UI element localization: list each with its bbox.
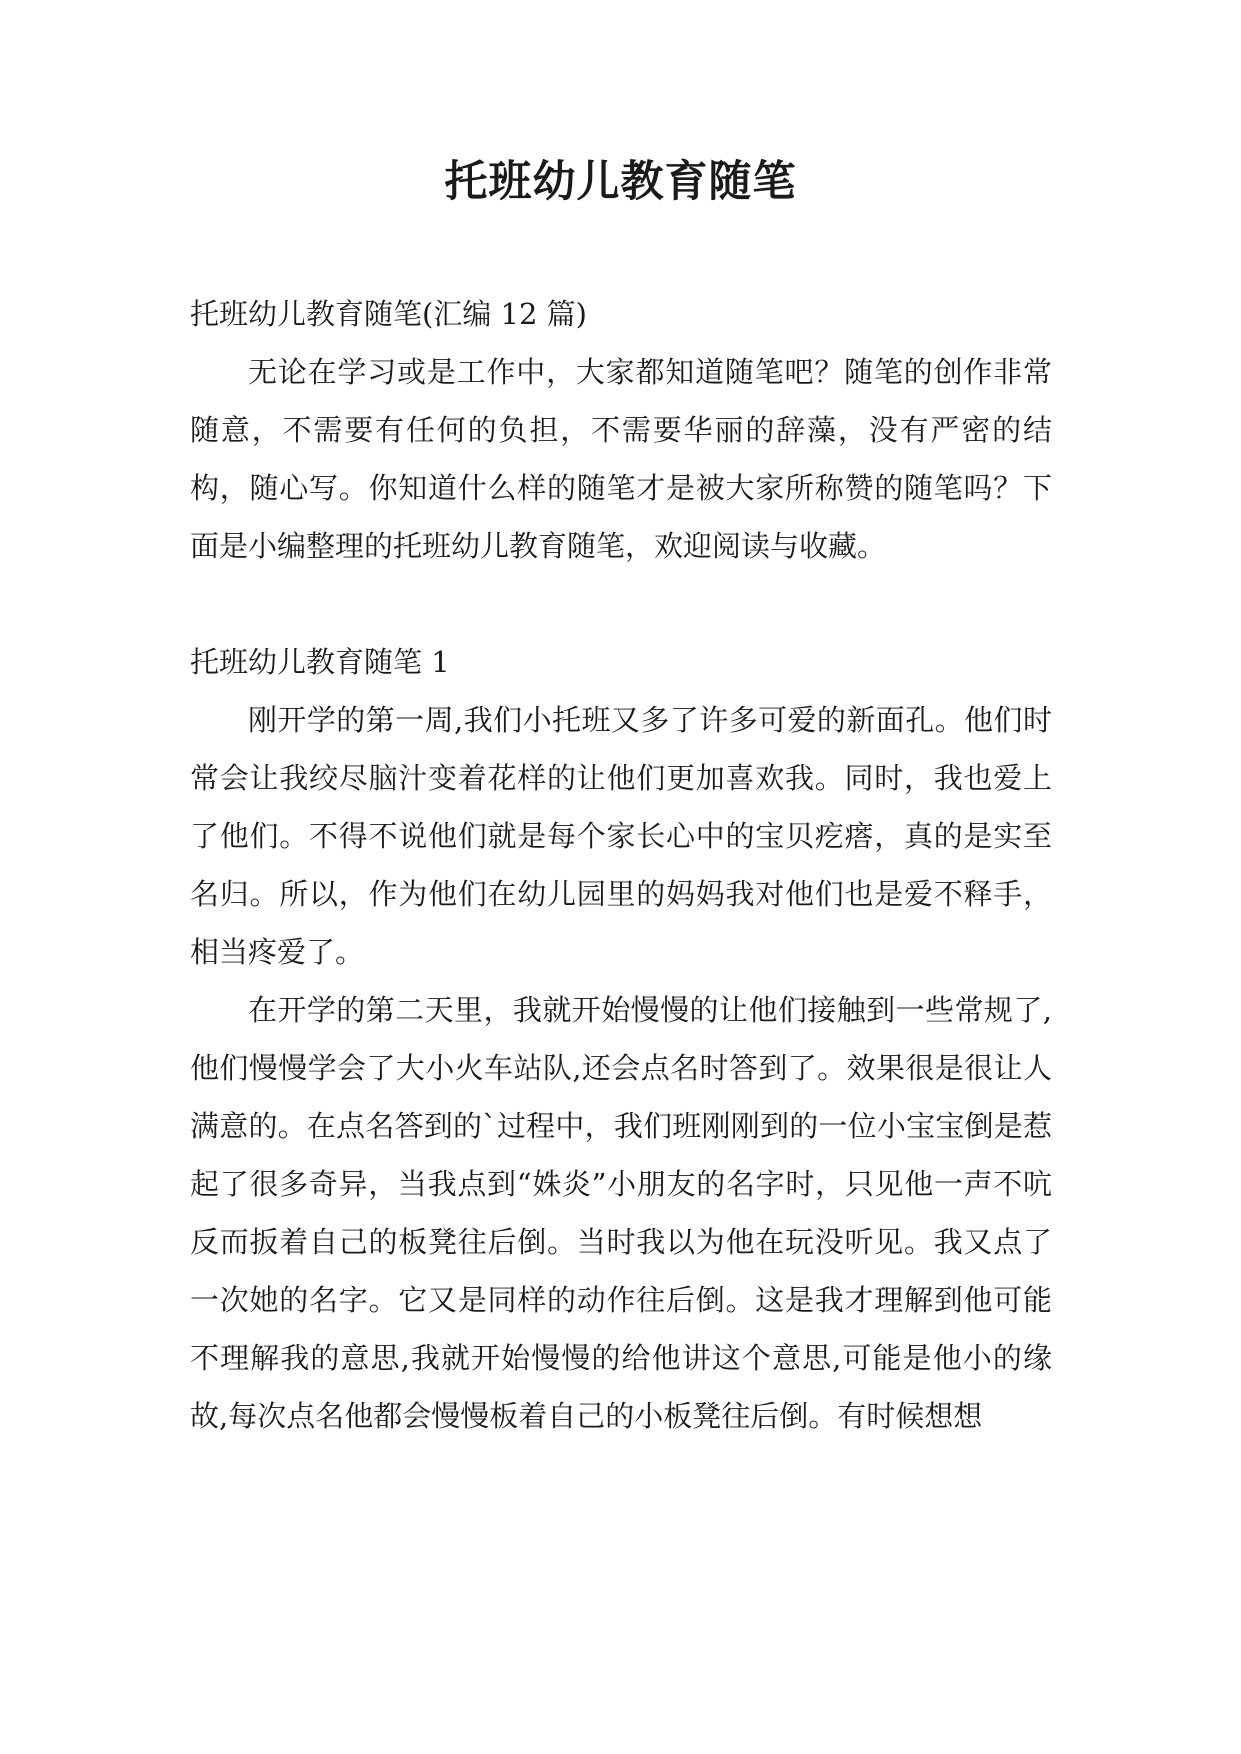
body-paragraph: 在开学的第二天里，我就开始慢慢的让他们接触到一些常规了,他们慢慢学会了大小火车站队,还会点名时答到了。效果很是很让人满意的。在点名答到的`过程中，我们班刚刚到的一位小宝宝倒是惹起了很多奇异，当我点到“姝炎”小朋友的名字时，只见他一声不吭反而扳着自己的板凳往后倒。当时我以为他在玩没听见。我又点了一次她的名字。它又是同样的动作往后倒。这是我才理解到他可能不理解我的意思,我就开始慢慢的给他讲这个意思,可能是他小的缘故,每次点名他都会慢慢板着自己的小板凳往后倒。有时候想想: [190, 993, 1052, 1433]
section-heading: 托班幼儿教育随笔 1: [190, 645, 450, 679]
body-paragraph: 刚开学的第一周,我们小托班又多了许多可爱的新面孔。他们时常会让我绞尽脑汁变着花样的让他们更加喜欢我。同时，我也爱上了他们。不得不说他们就是每个家长心中的宝贝疙瘩，真的是实至名归。所以，作为他们在幼儿园里的妈妈我对他们也是爱不释手，相当疼爱了。: [190, 703, 1052, 969]
intro-paragraph: 无论在学习或是工作中，大家都知道随笔吧？随笔的创作非常随意，不需要有任何的负担，不需要华丽的辞藻，没有严密的结构，随心写。你知道什么样的随笔才是被大家所称赞的随笔吗？下面是小编整理的托班幼儿教育随笔，欢迎阅读与收藏。: [190, 355, 1052, 563]
section-spacer: [190, 575, 1052, 633]
document-subtitle: 托班幼儿教育随笔(汇编 12 篇): [190, 297, 587, 331]
document-body: [190, 285, 1052, 1445]
document-title: 托班幼儿教育随笔: [444, 157, 797, 207]
